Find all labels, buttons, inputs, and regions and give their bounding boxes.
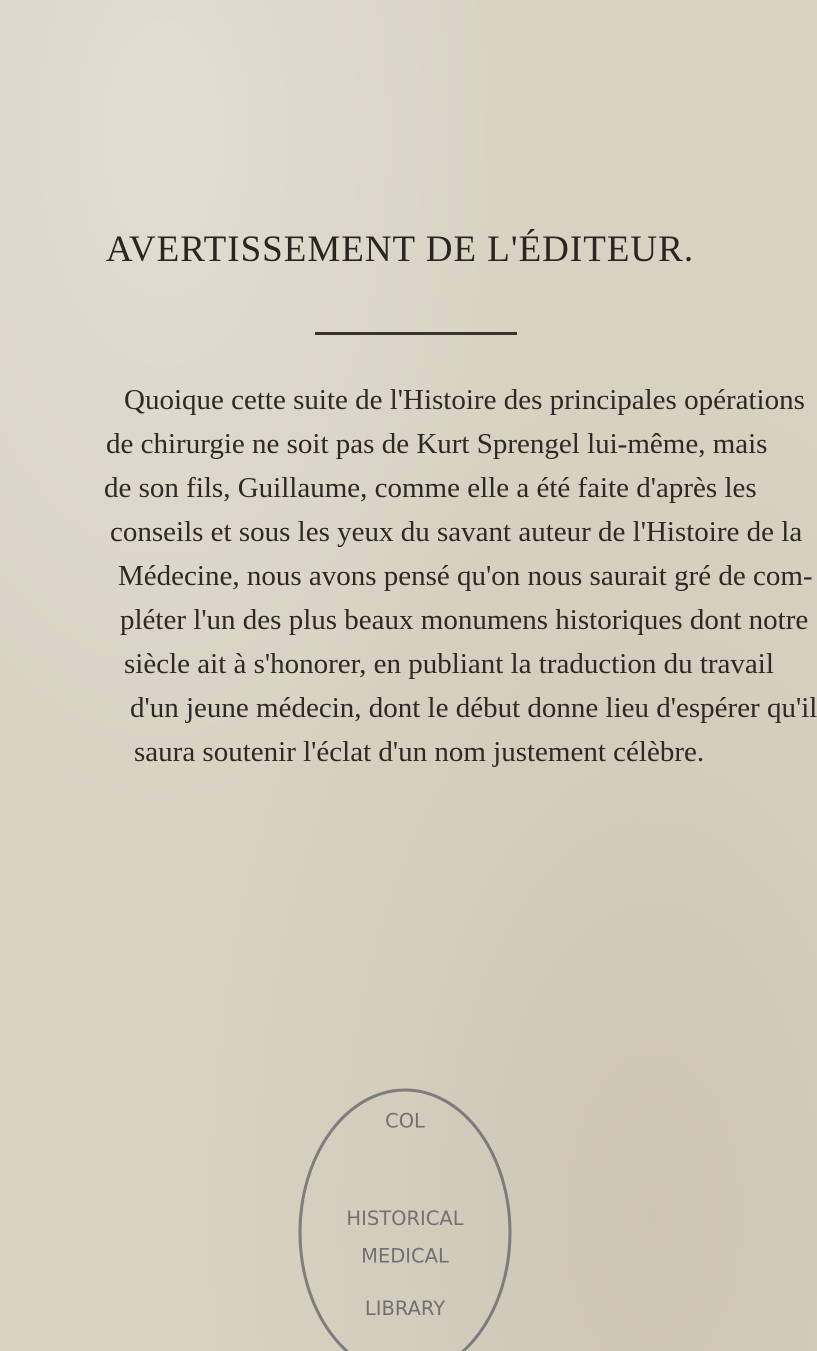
paragraph-line: de son fils, Guillaume, comme elle a été faite d'après les xyxy=(104,472,757,504)
paragraph-line: Médecine, nous avons pensé qu'on nous saurait gré de com- xyxy=(118,560,813,592)
paragraph-line: d'un jeune médecin, dont le début donne lieu d'espérer qu'il xyxy=(130,692,817,724)
paragraph-line: conseils et sous les yeux du savant auteur de l'Histoire de la xyxy=(110,516,803,548)
paragraph-line: saura soutenir l'éclat d'un nom justement célèbre. xyxy=(134,736,705,768)
paragraph-line: de chirurgie ne soit pas de Kurt Sprengel lui-même, mais xyxy=(106,428,768,460)
stamp-top-text: COL xyxy=(385,1109,425,1133)
page-heading: AVERTISSEMENT DE L'ÉDITEUR. xyxy=(105,229,695,270)
paragraph-line: siècle ait à s'honorer, en publiant la traduction du travail xyxy=(124,648,774,680)
heading-divider xyxy=(315,332,517,335)
stamp-line-historical: HISTORICAL xyxy=(346,1207,464,1230)
paragraph-line: Quoique cette suite de l'Histoire des principales opérations xyxy=(124,384,805,416)
library-stamp xyxy=(270,1040,464,1320)
stamp-line-medical: MEDICAL xyxy=(361,1244,449,1268)
stamp-line-library: LIBRARY xyxy=(364,1297,446,1320)
paragraph-line: pléter l'un des plus beaux monumens historiques dont notre xyxy=(120,604,809,636)
editor-notice-paragraph xyxy=(100,378,817,774)
